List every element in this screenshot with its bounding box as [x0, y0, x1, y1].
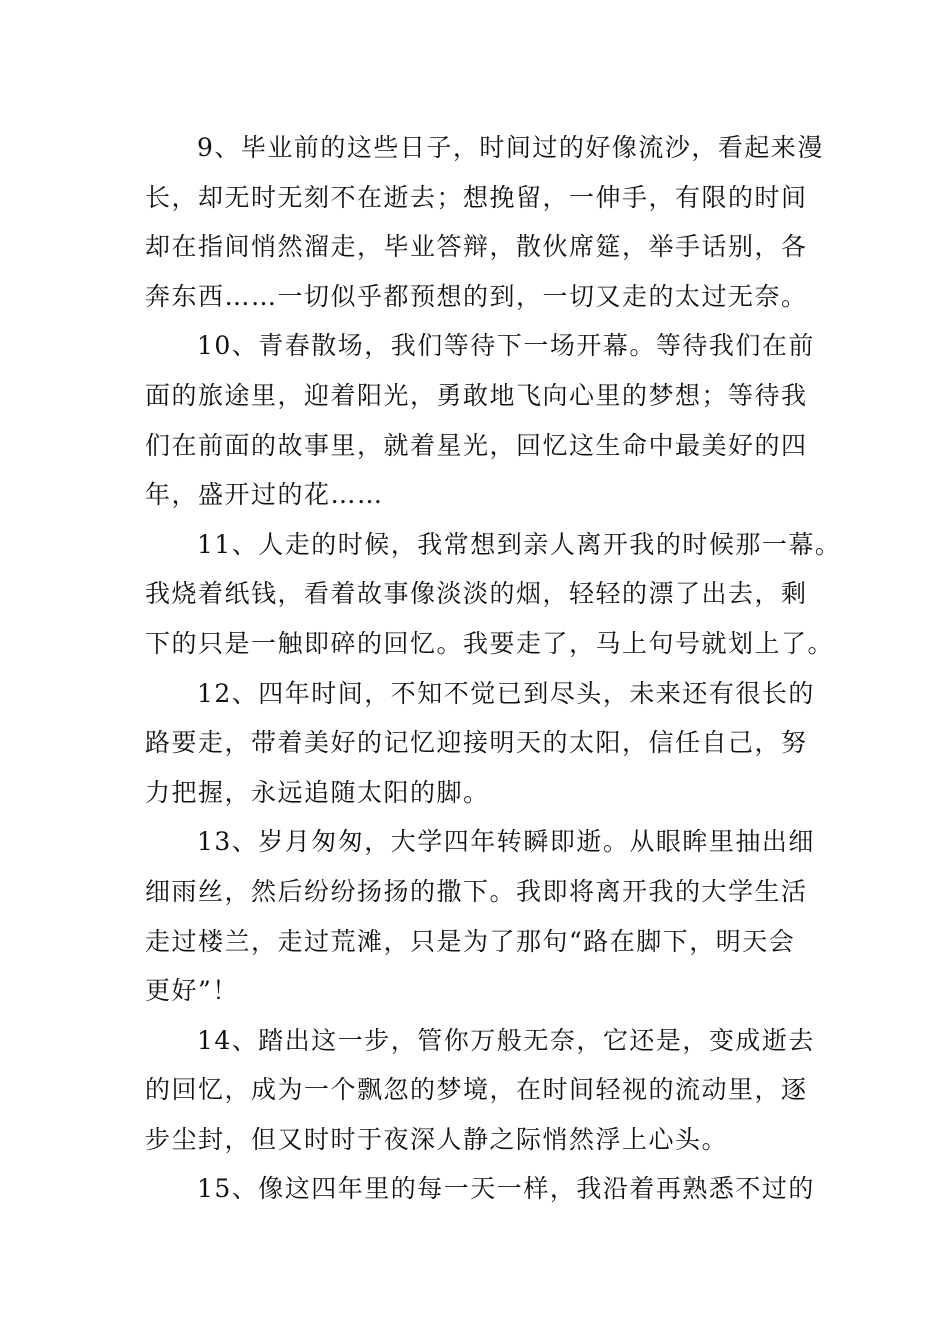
text-line: 12、四年时间，不知不觉已到尽头，未来还有很长的	[197, 678, 815, 708]
text-line: 11、人走的时候，我常想到亲人离开我的时候那一幕。	[197, 529, 842, 559]
text-line: 我烧着纸钱，看着故事像淡淡的烟，轻轻的漂了出去，剩	[145, 579, 808, 609]
paragraph-9	[145, 123, 824, 321]
paragraph-14	[145, 1016, 815, 1165]
body-text	[145, 123, 842, 1214]
paragraph-11	[145, 520, 842, 669]
text-line: 面的旅途里，迎着阳光，勇敢地飞向心里的梦想；等待我	[145, 380, 808, 410]
text-line: 10、青春散场，我们等待下一场开幕。等待我们在前	[197, 331, 815, 361]
text-line: 的回忆，成为一个飘忽的梦境，在时间轻视的流动里，逐	[145, 1075, 808, 1105]
paragraph-15	[145, 1164, 815, 1214]
text-line: 细雨丝，然后纷纷扬扬的撒下。我即将离开我的大学生活	[145, 876, 808, 906]
paragraph-12	[145, 669, 815, 818]
paragraph-10	[145, 321, 815, 519]
text-line: 9、毕业前的这些日子，时间过的好像流沙，看起来漫	[197, 133, 824, 162]
text-line: 却在指间悄然溜走，毕业答辩，散伙席筵，举手话别，各	[145, 232, 808, 262]
text-line: 路要走，带着美好的记忆迎接明天的太阳，信任自己，努	[145, 728, 808, 758]
paragraph-13	[145, 817, 815, 1015]
text-line: 13、岁月匆匆，大学四年转瞬即逝。从眼眸里抽出细	[197, 827, 815, 857]
text-line: 14、踏出这一步，管你万般无奈，它还是，变成逝去	[197, 1025, 815, 1055]
text-line: 步尘封，但又时时于夜深人静之际悄然浮上心头。	[145, 1124, 729, 1154]
text-line: 们在前面的故事里，就着星光，回忆这生命中最美好的四	[145, 430, 808, 460]
text-line: 奔东西……一切似乎都预想的到，一切又走的太过无奈。	[145, 281, 808, 311]
text-line: 长，却无时无刻不在逝去；想挽留，一伸手，有限的时间	[145, 182, 808, 212]
text-line: 力把握，永远追随太阳的脚。	[145, 777, 490, 807]
text-line: 年，盛开过的花……	[145, 480, 384, 510]
text-line: 15、像这四年里的每一天一样，我沿着再熟悉不过的	[197, 1174, 815, 1204]
text-line: 下的只是一触即碎的回忆。我要走了，马上句号就划上了。	[145, 628, 835, 658]
text-line: 走过楼兰，走过荒滩，只是为了那句“路在脚下，明天会	[145, 926, 796, 956]
text-line: 更好”！	[145, 976, 239, 1006]
